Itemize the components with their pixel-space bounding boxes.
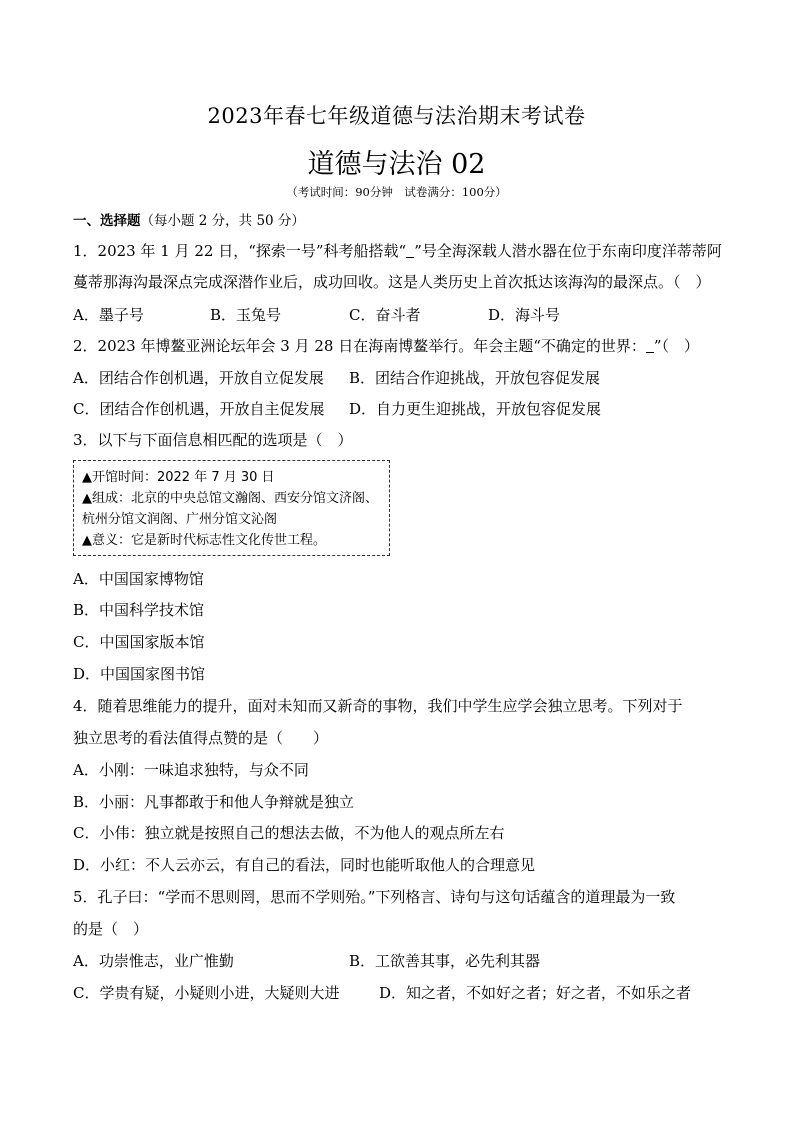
q5-option-d: D．知之者，不如好之者；好之者，不如乐之者	[379, 984, 692, 1002]
q3-info-line: ▲开馆时间：2022 年 7 月 30 日	[82, 470, 275, 485]
section-heading	[73, 209, 305, 229]
q2-stem	[73, 336, 699, 356]
q5-stem-line1: 5．孔子曰：“学而不思则罔，思而不学则殆。”下列格言、诗句与这句话蕴含的道理最为一致	[73, 888, 676, 906]
q1-stem-line2: 蔓蒂那海沟最深点完成深潜作业后，成功回收。这是人类历史上首次抵达该海沟的最深点。（ ）	[73, 273, 711, 291]
q3-option-c: C．中国国家版本馆	[73, 633, 205, 651]
q3-stem: 3．以下与下面信息相匹配的选项是（ ）	[73, 431, 353, 449]
q2-stem-part-b: ”（ ）	[653, 337, 700, 355]
q3-info-line: 杭州分馆文润阁、广州分馆文沁阁	[82, 512, 278, 527]
exam-meta: （考试时间：90分钟 试卷满分：100分）	[286, 185, 507, 199]
q1-option-c: C．奋斗者	[349, 306, 421, 324]
q1-option-d: D．海斗号	[488, 306, 561, 324]
q2-option-d: D．自力更生迎挑战，开放包容促发展	[349, 400, 602, 418]
q4-stem-line1: 4．随着思维能力的提升，面对未知而又新奇的事物，我们中学生应学会独立思考。下列对于	[73, 697, 683, 715]
exam-title: 2023年春七年级道德与法治期末考试卷	[207, 104, 586, 128]
q5-stem-line2: 的是（ ）	[73, 920, 149, 938]
q5-option-c: C．学贵有疑，小疑则小进，大疑则大进	[73, 984, 340, 1002]
section-note: （每小题 2 分，共 50 分）	[140, 213, 305, 229]
q3-info-box	[73, 460, 390, 556]
q2-option-c: C．团结合作创机遇，开放自主促发展	[73, 400, 325, 418]
q1-blank	[406, 243, 414, 258]
q1-option-b: B．玉兔号	[210, 306, 282, 324]
q2-blank	[646, 338, 654, 353]
q1-option-a: A．墨子号	[73, 306, 144, 324]
q1-stem-part-a: 1．2023 年 1 月 22 日，“探索一号”科考船搭载“	[73, 242, 407, 260]
q4-option-a: A．小刚：一味追求独特，与众不同	[73, 761, 309, 779]
section-label: 一、选择题	[73, 213, 141, 229]
q3-info-line: ▲组成：北京的中央总馆文瀚阁、西安分馆文济阁、	[82, 491, 378, 506]
q4-option-b: B．小丽：凡事都敢于和他人争辩就是独立	[73, 793, 355, 811]
q1-stem-line1	[73, 241, 722, 261]
q2-option-a: A．团结合作创机遇，开放自立促发展	[73, 369, 324, 387]
q4-option-c: C．小伟：独立就是按照自己的想法去做，不为他人的观点所左右	[73, 824, 505, 842]
q3-option-a: A．中国国家博物馆	[73, 570, 204, 588]
q3-option-d: D．中国国家图书馆	[73, 665, 206, 683]
q4-option-d: D．小红：不人云亦云，有自己的看法，同时也能听取他人的合理意见	[73, 856, 536, 874]
q5-option-a: A．功崇惟志，业广惟勤	[73, 952, 234, 970]
exam-subtitle: 道德与法治 02	[307, 149, 486, 180]
q4-stem-line2: 独立思考的看法值得点赞的是（ ）	[73, 729, 329, 747]
q1-stem-part-b: ”号全海深载人潜水器在位于东南印度洋蒂蒂阿	[414, 242, 722, 260]
q5-option-b: B．工欲善其事，必先利其器	[349, 952, 541, 970]
q2-stem-part-a: 2．2023 年博鳌亚洲论坛年会 3 月 28 日在海南博鳌举行。年会主题“不确定的世界：	[73, 337, 646, 355]
q3-option-b: B．中国科学技术馆	[73, 601, 205, 619]
q2-option-b: B．团结合作迎挑战，开放包容促发展	[349, 369, 601, 387]
q3-info-line: ▲意义：它是新时代标志性文化传世工程。	[82, 533, 326, 548]
